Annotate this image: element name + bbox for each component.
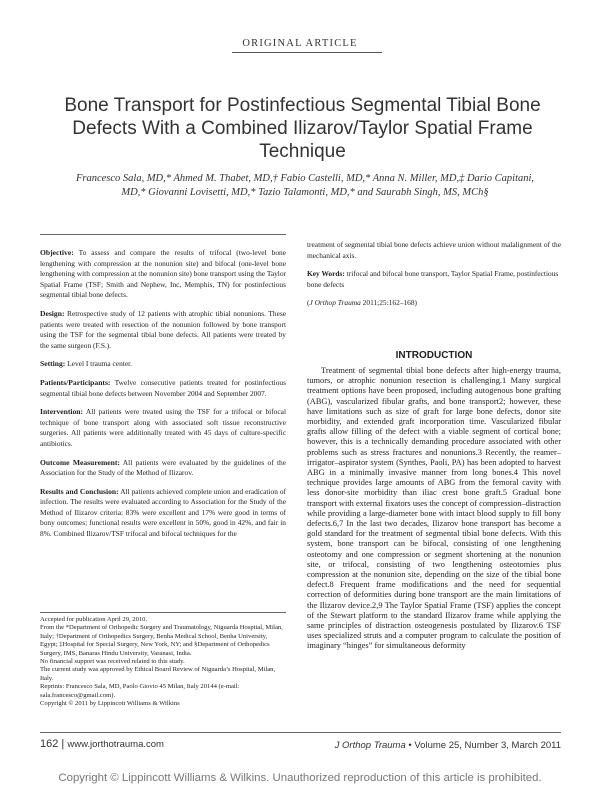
- abstract-outcome: [40, 458, 286, 479]
- journal-issue-line: [333, 740, 561, 751]
- footnote-item: Accepted for publication April 29, 2010.: [40, 616, 148, 623]
- abstract-setting: [40, 359, 286, 370]
- footnote-item: From the *Department of Orthopedic Surgery and Traumatology, Niguarda Hospital, Milan, Italy; †Department of Orthopedics Surgery, Benha Medical School, Benha University, Egypt; ‡Hospital for Special Surgery, New York, NY; and §Department of Orthopedics Surgery, IMS, Banaras Hindu University, Varanasi, India.: [40, 624, 283, 657]
- design-text: Retrospective study of 12 patients with atrophic tibial nonunions. These patients were treated with resection of the nonunion followed by bone transport using the TSF for the segmental tibial bone defects. All patients were treated by the same surgeon (F.S.).: [40, 308, 287, 350]
- citation-journal: J Orthop Trauma: [309, 298, 361, 308]
- patients-text: Twelve consecutive patients treated for postinfectious segmental tibial bone defects between November 2004 and September 2007.: [40, 377, 286, 398]
- footnotes: [40, 616, 286, 708]
- footnote-rule: [40, 612, 286, 613]
- journal-issue: • Volume 25, Number 3, March 2011: [408, 740, 561, 751]
- keywords: [307, 269, 561, 290]
- abstract-left-column: [40, 248, 286, 548]
- introduction-heading: INTRODUCTION: [395, 350, 473, 361]
- setting-label: Setting:: [40, 359, 66, 369]
- setting-text: Level I trauma center.: [67, 359, 133, 369]
- section-label: ORIGINAL ARTICLE: [242, 38, 358, 49]
- results-label: Results and Conclusion:: [40, 486, 119, 496]
- objective-label: Objective:: [40, 248, 74, 257]
- citation-details: 2011;25:162–168): [362, 298, 418, 308]
- outcome-label: Outcome Measurement:: [40, 457, 120, 467]
- abstract-top-rule: [40, 234, 286, 235]
- results-continued: treatment of segmental tibial bone defects achieve union without malalignment of the mechanical axis.: [307, 240, 561, 260]
- abstract-results: [40, 487, 286, 540]
- keywords-text: trifocal and bifocal bone transport, Taylor Spatial Frame, postinfectious bone defects: [307, 269, 559, 289]
- page-footer-left: 162 | www.jorthotrauma.com: [40, 738, 164, 750]
- patients-label: Patients/Participants:: [40, 377, 111, 387]
- abstract-objective: [40, 248, 286, 301]
- intervention-text: All patients were treated using the TSF for a trifocal or bifocal technique of bone transport along with associated soft tissue reconstructive surgeries. All patients were additionally treated with 45 days of culture-specific antibiotics.: [40, 407, 286, 448]
- page-number: 162: [40, 738, 59, 750]
- author-list: Francesco Sala, MD,* Ahmed M. Thabet, MD,† Fabio Castelli, MD,* Anna N. Miller, MD,‡ Dario Capitani, MD,* Giovanni Lovisetti, MD,* Tazio Talamonti, MD,* and Saurabh Singh, MS, MCh§: [75, 173, 535, 198]
- abstract-design: [40, 309, 286, 351]
- keywords-label: Key Words:: [307, 269, 345, 279]
- footnote-item: The current study was approved by Ethical Board Review of Niguarda’s Hospital, Milan, Italy.: [40, 666, 276, 682]
- citation: (J Orthop Trauma 2011;25:162–168): [307, 298, 418, 308]
- footnote-item: Reprints: Francesco Sala, MD, Paolo Giovio 45 Milan, Italy 20144 (e-mail: sala.francesco@gmail.com).: [40, 683, 240, 699]
- intervention-label: Intervention:: [40, 407, 84, 417]
- journal-name: J Orthop Trauma: [334, 740, 406, 751]
- results-text: All patients achieved complete union and eradication of infection. The results were evaluated according to Association for the Study of the Method of Ilizarov criteria: 83% were excellent and 17% were good in terms of bony outcomes; functional results were excellent in 50%, good in 42%, and fair in 8%. Combined Ilizarov/TSF trifocal and bifocal techniques for the: [40, 486, 286, 539]
- article-title: Bone Transport for Postinfectious Segmental Tibial Bone Defects With a Combined Ilizarov/Taylor Spatial Frame Technique: [64, 95, 541, 162]
- design-label: Design:: [40, 308, 65, 318]
- journal-website[interactable]: www.jorthotrauma.com: [67, 739, 164, 750]
- abstract-intervention: [40, 407, 286, 449]
- introduction-text: Treatment of segmental tibial bone defects after high-energy trauma, tumors, or atrophic nonunion resection is challenging.1 Many surgical treatment options have been proposed, including autogenous bone grafting (ABG), vascularized fibular grafts, and bone transport2; however, these have limitations such as size of graft for large bone defects, donor site morbidity, and extended graft incorporation time. Vascularized fibular grafts allow filling of the defect with a viable segment of cortical bone; however, this is a technically demanding procedure associated with other problems such as stress fractures and nonunions.3 Recently, the reamer–irrigator–aspirator system (Synthes, Paoli, PA) has been adopted to harvest ABG in a minimally invasive manner from long bones.4 This novel technique provides large amounts of ABG from the femoral cavity with less donor-site morbidity than iliac crest bone graft.5 Gradual bone transport with external fixators uses the concept of compression–distraction while providing a large-diameter bone with intact blood supply to fill bony defects.6,7 In the last two decades, Ilizarov bone transport has become a gold standard for the treatment of segmental tibial bone defects. With this system, bone transport can be bifocal, consisting of one lengthening osteotomy and one compression or segment shortening at the nonunion site, or trifocal, consisting of two lengthening osteotomies plus compression at the nonunion site, depending on the size of the tibial bone defect.8 Frequent frame modifications and the need for sequential correction of deformities during bone transport are the main limitations of the Ilizarov device.2,9 The Taylor Spatial Frame (TSF) applies the concept of the Stewart platform to the standard Ilizarov frame while applying the same principles of distraction osteogenesis postulated by Ilizarov.6 TSF uses specialized struts and a computer program to calculate the position of imaginary “hinges” for simultaneous deformity: [307, 366, 561, 651]
- abstract-patients: [40, 378, 286, 399]
- footnote-item: Copyright © 2011 by Lippincott Williams & Wilkins: [40, 700, 180, 708]
- footer-rule: [40, 732, 561, 733]
- abstract-right-column: [307, 240, 561, 317]
- copyright-notice: Copyright © Lippincott Williams & Wilkins. Unauthorized reproduction of this article is prohibited.: [58, 772, 542, 784]
- objective-text: To assess and compare the results of trifocal (two-level bone lengthening with compression at the nonunion site) and bifocal (one-level bone lengthening with compression at the nonunion site) bone transport using the Taylor Spatial Frame (TSF; Smith and Nephew, Inc, Memphis, TN) for postinfectious segmental tibial bone defects.: [40, 248, 287, 300]
- footnote-item: No financial support was received related to this study.: [40, 658, 185, 666]
- section-rule: [232, 52, 382, 53]
- outcome-text: All patients were evaluated by the guidelines of the Association for the Study of the Method of Ilizarov.: [40, 457, 286, 478]
